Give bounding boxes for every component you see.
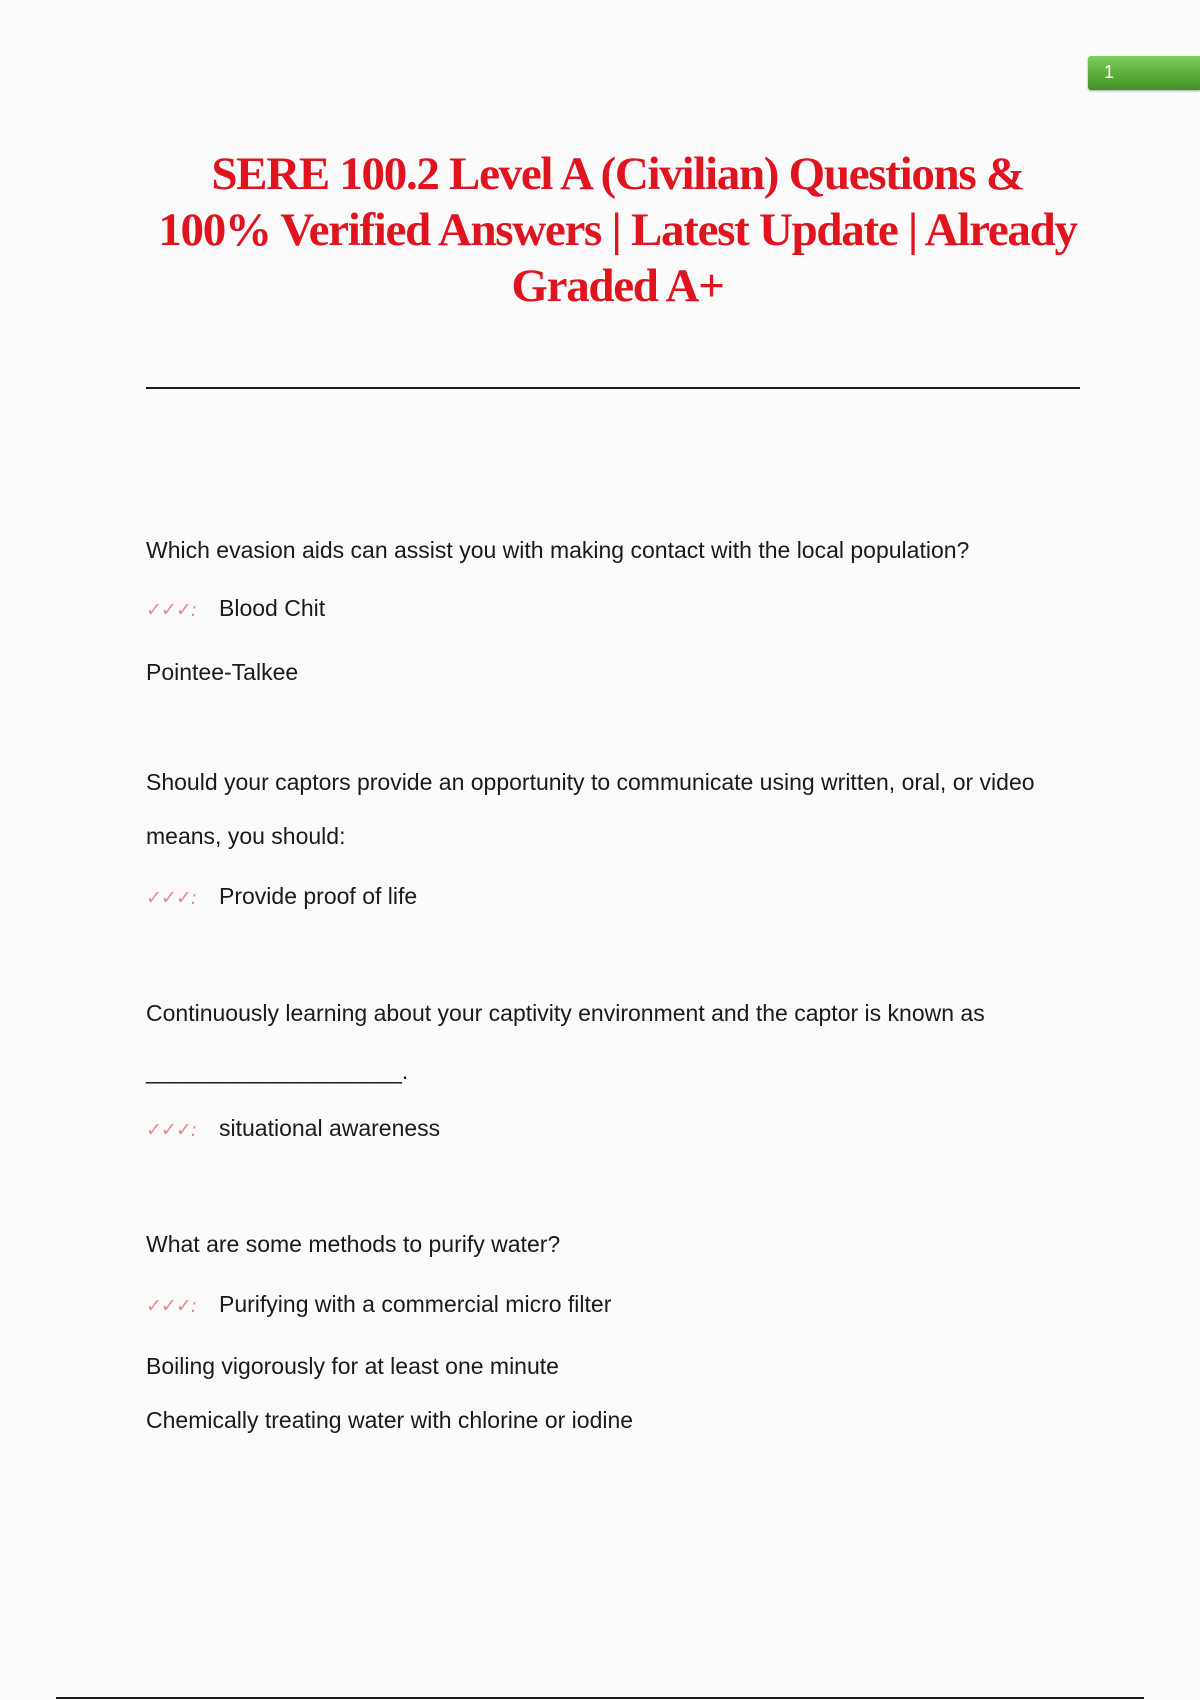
page-number: 1 [1104, 62, 1115, 82]
footer-divider [56, 1697, 1144, 1699]
title-line-2: 100% Verified Answers | Latest Update | Already [158, 204, 1077, 256]
qa-item-1 [146, 535, 1096, 687]
title-line-3: Graded A+ [511, 260, 724, 312]
answer-text: Blood Chit [219, 595, 326, 621]
title-divider [146, 387, 1080, 389]
qa-item-2 [146, 767, 1096, 913]
answer-row [146, 593, 1096, 625]
check-marks-icon: ✓✓✓: [146, 599, 197, 621]
answer-row [146, 1289, 1096, 1321]
question-text: Which evasion aids can assist you with making contact with the local population? [146, 537, 970, 563]
answer-text: situational awareness [219, 1115, 441, 1141]
qa-item-3 [146, 998, 1096, 1145]
check-marks-icon: ✓✓✓: [146, 1295, 197, 1317]
answer-row [146, 1113, 1096, 1145]
answer-text: Chemically treating water with chlorine or iodine [146, 1407, 634, 1433]
answer-row [146, 881, 1096, 913]
answer-text: Pointee-Talkee [146, 659, 299, 685]
qa-item-4 [146, 1229, 1096, 1435]
answer-blank: ____________________. [146, 1058, 409, 1084]
answer-text: Purifying with a commercial micro filter [219, 1291, 612, 1317]
answer-text: Boiling vigorously for at least one minute [146, 1353, 559, 1379]
question-text: Should your captors provide an opportunity to communicate using written, oral, or video [146, 769, 1035, 795]
question-text: What are some methods to purify water? [146, 1231, 561, 1257]
check-marks-icon: ✓✓✓: [146, 1119, 197, 1141]
page-number-tab [1088, 56, 1200, 90]
title-line-1: SERE 100.2 Level A (Civilian) Questions & [211, 148, 1024, 200]
answer-text: Provide proof of life [219, 883, 418, 909]
document-title [130, 146, 1105, 314]
check-marks-icon: ✓✓✓: [146, 887, 197, 909]
question-text: Continuously learning about your captivity environment and the captor is known as [146, 1000, 985, 1026]
question-text-continued: means, you should: [146, 823, 346, 849]
